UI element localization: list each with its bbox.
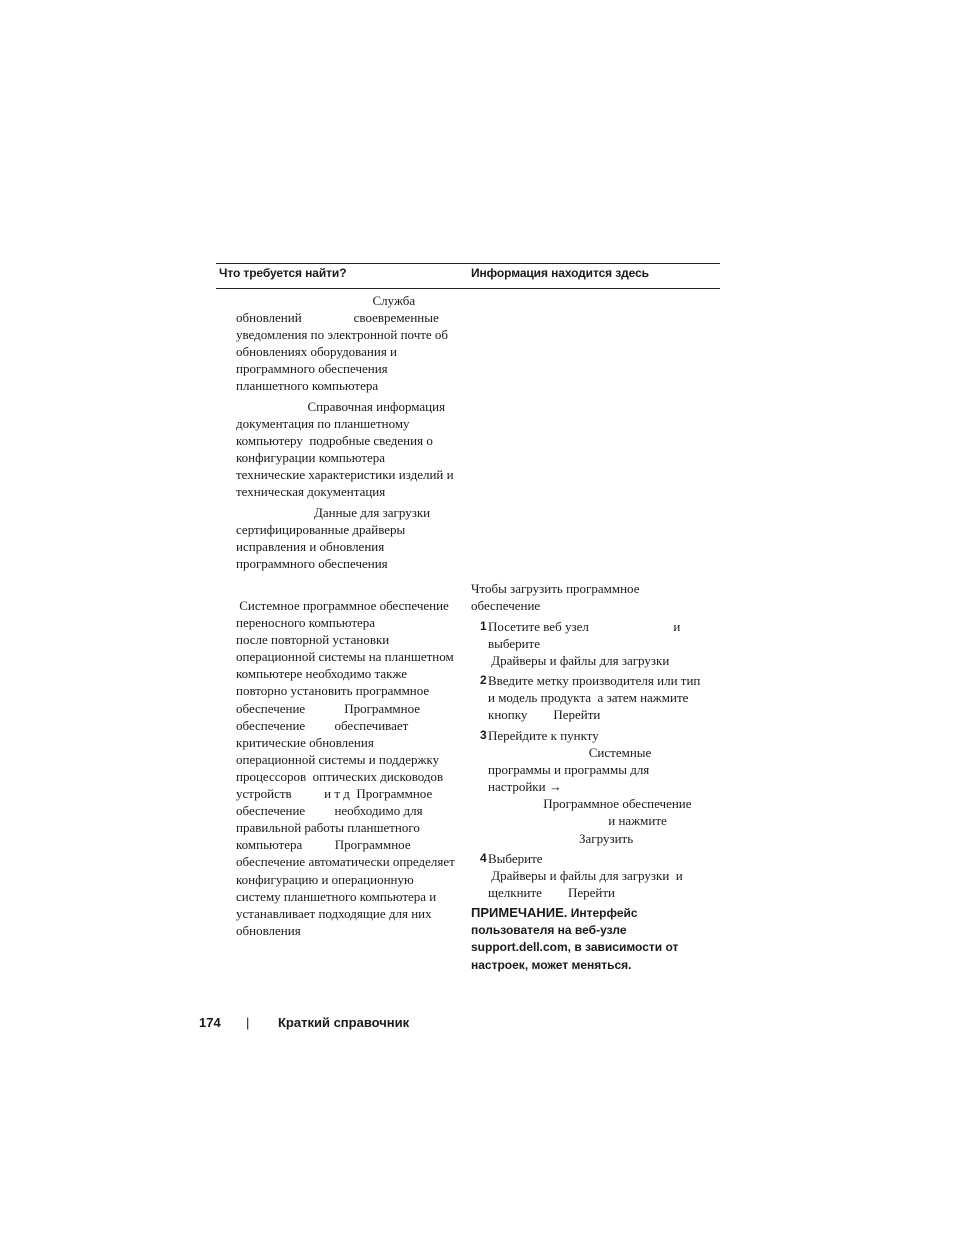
services-text: Служба обновлений своевременные уведомления по электронной почте об обновлениях оборудования и программного обеспечения планшетного компьютера	[236, 293, 449, 394]
step-4-text: Выберите Драйверы и файлы для загрузки и щелкните Перейти	[488, 851, 683, 901]
downloads-text: Данные для загрузки сертифицированные драйверы исправления и обновления программного обеспечения	[236, 505, 431, 572]
step-3-text: Перейдите к пункту Системные программы и программы для настройки → Программное обеспечение и нажмите Загрузить	[488, 728, 692, 846]
download-intro: Чтобы загрузить программное обеспечение	[471, 581, 640, 614]
table-top-rule	[216, 263, 720, 264]
step-2-text: Введите метку производителя или тип и модель продукта а затем нажмите кнопку Перейти	[488, 673, 701, 723]
step-1-number: 1	[480, 619, 487, 633]
header-where-info: Информация находится здесь	[471, 266, 649, 280]
step-2-number: 2	[480, 673, 487, 687]
header-what-to-find: Что требуется найти?	[219, 266, 347, 280]
note-text: Интерфейс пользователя на веб-узле support.dell.com, в зависимости от настроек, может меняться.	[471, 906, 679, 972]
reference-text: Справочная информация документация по планшетному компьютеру подробные сведения о конфигурации компьютера технические характеристики изделий и техническая документация	[236, 399, 454, 500]
footer-separator: |	[246, 1015, 250, 1030]
table-header-rule	[216, 288, 720, 289]
system-software-text: Системное программное обеспечение переносного компьютера после повторной установки операционной системы на планшетном компьютере необходимо также повторно установить программное обеспечение Программное обеспечение обеспечивает критические обновления операционной системы и поддержку процессоров оптических дисководов устройств и т д Программное обеспечение необходимо для правильной работы планшетного компьютера Программное обеспечение автоматически определяет конфигурацию и операционную систему планшетного компьютера и устанавливает подходящие для них обновления	[236, 598, 455, 938]
step-3-number: 3	[480, 728, 487, 742]
step-1-text: Посетите веб узел и выберите Драйверы и файлы для загрузки	[488, 619, 681, 669]
page-number: 174	[199, 1015, 221, 1030]
section-title: Краткий справочник	[278, 1015, 410, 1030]
note-block	[471, 904, 678, 974]
note-label: ПРИМЕЧАНИЕ.	[471, 905, 568, 920]
step-4-number: 4	[480, 851, 487, 865]
